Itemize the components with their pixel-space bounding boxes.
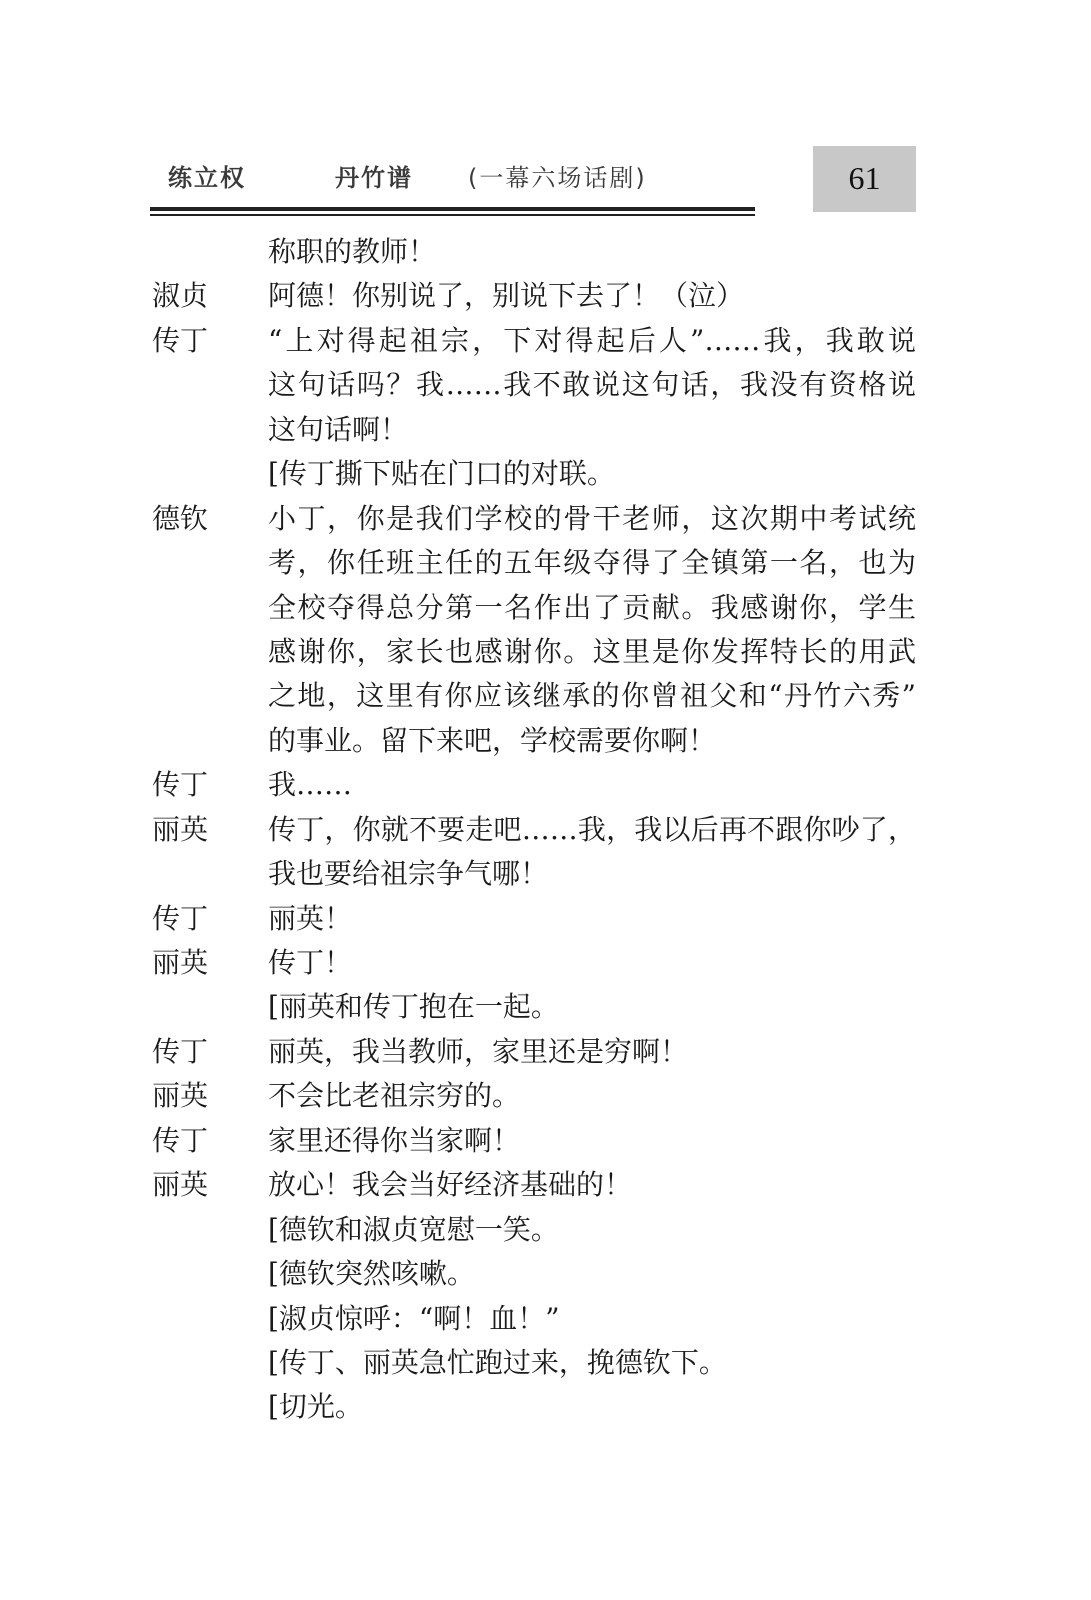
header-rule-thin bbox=[150, 214, 755, 216]
dialogue-text: 不会比老祖宗穷的。 bbox=[268, 1079, 521, 1113]
dialogue-text: 全校夺得总分第一名作出了贡献。我感谢你，学生 bbox=[268, 590, 916, 624]
stage-direction: [传丁撕下贴在门口的对联。 bbox=[268, 457, 615, 491]
dialogue-text: 丽英！ bbox=[268, 901, 353, 935]
stage-direction: [传丁、丽英急忙跑过来，挽德钦下。 bbox=[268, 1345, 727, 1379]
page-number-box bbox=[813, 146, 916, 212]
header-author: 练立权 bbox=[168, 164, 246, 192]
script-body bbox=[0, 228, 1091, 1428]
stage-direction: [淑贞惊呼：“啊！血！” bbox=[268, 1301, 560, 1335]
script-line bbox=[0, 1028, 1091, 1072]
script-line bbox=[0, 361, 1091, 405]
script-line bbox=[0, 495, 1091, 539]
script-line bbox=[0, 272, 1091, 316]
speaker-name: 丽英 bbox=[152, 1168, 209, 1202]
stage-direction: [德钦和淑贞宽慰一笑。 bbox=[268, 1212, 559, 1246]
dialogue-text: 这句话啊！ bbox=[268, 412, 409, 446]
script-line bbox=[0, 1250, 1091, 1294]
script-line bbox=[0, 806, 1091, 850]
header-rule-thick bbox=[150, 207, 755, 211]
dialogue-text: 传丁，你就不要走吧……我，我以后再不跟你吵了， bbox=[268, 812, 916, 846]
dialogue-text: 家里还得你当家啊！ bbox=[268, 1123, 521, 1157]
script-line bbox=[0, 1339, 1091, 1383]
running-header bbox=[150, 152, 750, 202]
dialogue-text: 我也要给祖宗争气哪！ bbox=[268, 857, 549, 891]
dialogue-text: 小丁，你是我们学校的骨干老师，这次期中考试统 bbox=[268, 501, 916, 535]
speaker-name: 德钦 bbox=[152, 501, 209, 535]
script-line bbox=[0, 1072, 1091, 1116]
speaker-name: 传丁 bbox=[152, 768, 209, 802]
script-line bbox=[0, 939, 1091, 983]
script-line bbox=[0, 539, 1091, 583]
dialogue-text: 的事业。留下来吧，学校需要你啊！ bbox=[268, 723, 717, 757]
script-line bbox=[0, 584, 1091, 628]
script-line bbox=[0, 761, 1091, 805]
script-line bbox=[0, 717, 1091, 761]
script-line bbox=[0, 1161, 1091, 1205]
dialogue-text: 之地，这里有你应该继承的你曾祖父和“丹竹六秀” bbox=[268, 679, 916, 713]
speaker-name: 传丁 bbox=[152, 901, 209, 935]
script-line bbox=[0, 317, 1091, 361]
speaker-name: 传丁 bbox=[152, 323, 209, 357]
speaker-name: 丽英 bbox=[152, 946, 209, 979]
dialogue-text: “上对得起祖宗，下对得起后人”……我，我敢说 bbox=[268, 323, 916, 357]
script-line bbox=[0, 1295, 1091, 1339]
stage-direction: [丽英和传丁抱在一起。 bbox=[268, 990, 559, 1024]
script-line bbox=[0, 406, 1091, 450]
speaker-name: 传丁 bbox=[152, 1123, 209, 1157]
header-title: 丹竹谱 bbox=[335, 164, 413, 192]
dialogue-text: 称职的教师！ bbox=[268, 235, 437, 268]
speaker-name: 传丁 bbox=[152, 1034, 209, 1068]
script-line bbox=[0, 1117, 1091, 1161]
dialogue-text: 放心！我会当好经济基础的！ bbox=[268, 1168, 633, 1202]
speaker-name: 丽英 bbox=[152, 812, 209, 846]
dialogue-text: 丽英，我当教师，家里还是穷啊！ bbox=[268, 1034, 689, 1068]
script-line bbox=[0, 850, 1091, 894]
dialogue-text: 考，你任班主任的五年级夺得了全镇第一名，也为 bbox=[268, 546, 916, 580]
header-subtitle: (一幕六场话剧) bbox=[468, 164, 647, 192]
script-line bbox=[0, 628, 1091, 672]
dialogue-text: 这句话吗？我……我不敢说这句话，我没有资格说 bbox=[268, 368, 916, 402]
page-number: 61 bbox=[848, 160, 881, 196]
dialogue-text: 感谢你，家长也感谢你。这里是你发挥特长的用武 bbox=[268, 634, 916, 668]
dialogue-text: 阿德！你别说了，别说下去了！（泣） bbox=[268, 279, 745, 313]
script-line bbox=[0, 895, 1091, 939]
script-line bbox=[0, 672, 1091, 716]
speaker-name: 淑贞 bbox=[152, 279, 209, 313]
script-line bbox=[0, 450, 1091, 494]
stage-direction: [德钦突然咳嗽。 bbox=[268, 1257, 475, 1291]
dialogue-text: 传丁！ bbox=[268, 946, 353, 979]
stage-direction: [切光。 bbox=[268, 1390, 363, 1424]
script-line bbox=[0, 1383, 1091, 1427]
speaker-name: 丽英 bbox=[152, 1079, 209, 1113]
dialogue-text: 我…… bbox=[268, 768, 353, 802]
script-line bbox=[0, 228, 1091, 272]
script-line bbox=[0, 983, 1091, 1027]
script-line bbox=[0, 1206, 1091, 1250]
